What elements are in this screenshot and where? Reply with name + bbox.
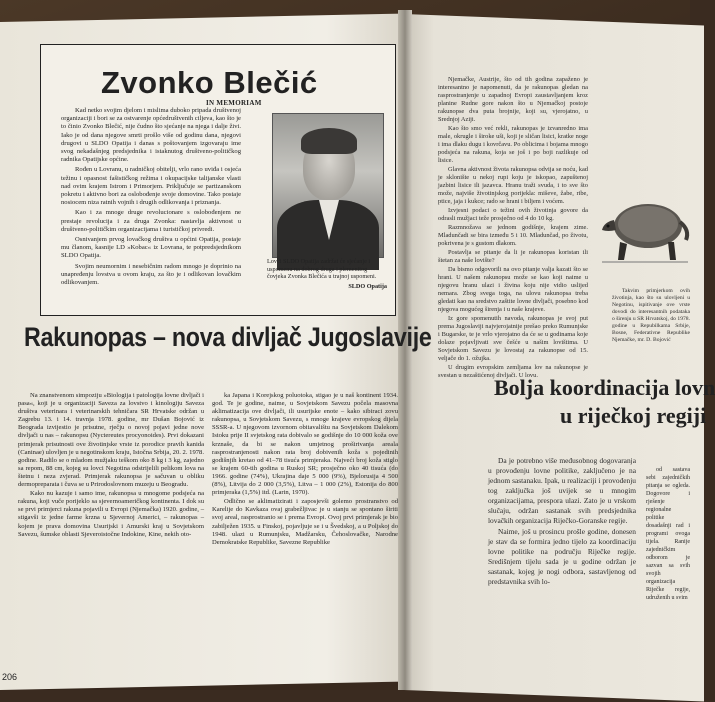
- article-column-2: [212, 392, 398, 548]
- obituary-paragraph: Kad netko svojim djelom i mislima duboko pripada društvenoj organizaciji i bori se za ostvarenje općedruštvenih ciljeva, kao što je to činio Zvonko Blečić, nije čudno što sjećanje na njega i dalje živi. Iako je od dana njegove smrti prošlo više od godinu dana, njegovi drugovi u SLDO Opatija i danas s poštovanjem izgovaraju ime svog nekadašnjeg predsjednika i istaknutog društveno-političkog radnika Opatijske općine.: [61, 107, 241, 164]
- article-headline: Rakunopas – nova divljač Jugoslavije: [24, 322, 432, 352]
- headline-line-2: u riječkoj regiji: [560, 403, 707, 428]
- right-side-text: [612, 288, 690, 345]
- caption-signature: SLDO Opatija: [348, 282, 387, 290]
- photo-caption: [267, 258, 387, 290]
- right-paragraph: U drugim evropskim zemljama lov na rakunopse je svestan u nezaštićenoj divljači. U lovu.: [438, 364, 588, 379]
- article-paragraph: Na znanstvenom simpoziju »Biologija i patologija lovne divljači i pasa«, koji je u organizaciji Saveza za lovstvo i kinologiju Saveza društva veterinara i veterinarskih tehničara SR Hrvatske održan u Zagrebu 13. i 14. travnja 1978. godine, mr Dušan Bojović iz Beograda izvijestio je prisutne, rječju o novoj pojavi jedne nove divljači u nas – rakunopsu (Nyctereutes procyonoides). Prvi dokazani primjerak prisutnosti ove životinjske vrste iz porodice pravih kanida (Caninae) ulovljen je u negotinskom kraju, Istočna Srbija, 20. 2. 1978. godine. Radilo se o mladom mužjaku teškom oko 8 kg i 3 kg, zajedno sa repom, 88 cm, kojeg su lovci Negotina odstrijelili pelikom lova na štetnu i neza zvjerad. Primjerak rakunopsa je sačuvan u obliku dermopreparata i čuva se u Prirodoslovnom muzeju u Beogradu.: [18, 392, 204, 489]
- right-paragraph: Da bismo odgovorili na ovo pitanje valja kazati što se hrani. U našem rakunopsu može se kao koji naime u njegovu hranu ulazi i živina koju nije vidio uslijed nemara. Zbog svega toga, na ulovu rakunopsa treba gledati kao na sredstvo zaštite lovne divljači, posebno kod njegova mogućeg širenja i u naše krajeve.: [438, 266, 588, 313]
- portrait-photo: [272, 113, 384, 258]
- obituary-paragraph: Svojim neumornim i nesebičnim radom mnogo je doprinio na unapređenju lovstva u ovom kraju, za što je i odlikovan lovačkim odlikovanjem.: [61, 262, 241, 287]
- right-paragraph: Postavlja se pitanje da li je rakunopas koristan ili štetan za naše lovište?: [438, 249, 588, 264]
- article-paragraph: Kako nu kazuje i samo ime, rakunopsa u mnogome podsjeća na rakuna, koji vuče porijeklo sa sjevernoameričkog kontinenta. I dok su se prvi primjerci rakuna pojavili u Evropi (Njemačka) 1920. godine, – stigavši iz jedne farme krzna u Sjevernoj Americi, – rakunopas – kojem je prava domovina Usurijski i Amurski kraj u Sovjetskom Savezu, šumske oblasti Sjeveroistočne Indokine, Kine, nekih oto-: [18, 490, 204, 538]
- right-paragraph: Njemačke, Austrije, što od tih godina zapaženo je interesantno je napomenuti, da je rakunopas gledan na rasprostranjenje u zapadnoj Evropi zaustavljanjem kroz planine Rudne gore nakon što u Njemačkoj postoje rakunopse dva puta brojnije, koji su, vjerojatno, u Srednjoj Aziji.: [438, 76, 588, 123]
- side-paragraph: Takvim primjerkom ovih životinja, kao što su ulovljeni u Negotinu, ispitivanje ove vrste dovodi do interesantnih podataka o širenju u SR Hrvatskoj, do 1978. godine u Repubilkama Srbije, Bosne, Federativne Republike Njemačke, mr. D. Bojović: [612, 288, 690, 343]
- second-article-headline: [494, 374, 715, 430]
- portrait-hair: [301, 128, 357, 154]
- article-paragraph: Odlično se aklimatizirati i zaposjevši golemo prostranstvo od Karelije do Kavkaza ovaj grabežljivac je u stanju se spontano širiti svoj areal, rasprostranio se i prema Evropi. Ovoj prvi primjerak je bio zabilježen 1935. u Finskoj, pojavljuje se i u Švedskoj, a u Poljskoj do 1948. ulazi u Rumunjsku, Madžarsku, Čehoslovačke, Narodne Demokratske Republike, Savezne Republike: [212, 498, 398, 546]
- headline-line-1: Bolja koordinacija lovn: [494, 375, 715, 400]
- obituary-title: Zvonko Blečić: [101, 65, 318, 100]
- right-paragraph: Iz gore spomenutih navoda, rakunopas je svoj put prema Jugoslaviji najvjerojatnije prešao preko Rumunjske i Bugarske, te je vrlo vjerojatno da će se u godinama koje dolaze pojavljivati sve češće u našim lovištima. U Sovjetskom Savezu je lovostaj za rakunopse od 15. veljače do 1. ožujka.: [438, 315, 588, 362]
- page-number: 206: [2, 672, 18, 682]
- article-paragraph: ka Japana i Korejskog poluotoka, stigao je u naš kontinent 1934. god. Te je godine, naime, u Sovjetskom Savezu počela masovna aklimatizacija ove divljači, ili usurijske enote – kako sibiraci zovu rakunopsa, u Sovjetskom Savezu, s mnoge krajeve evropskog dijela SSSR-a. U njegovom izvornom obitavalištu na Sovjetskom Dalekom Istoku prije II svjetskog rata dobivalo se godišnje do 10 000 koža ove krznaše, da bi se nakon umjetnog proširivanja areala rasprostranjenosti nakon rata broj dobivenih koža s pojedinih godišnjih kretao od 41–78 tisuća primjeraka. Najveći broj koža stiglo se krajem 60-tih godina u Ruskoj SR; prosječno oko 40 tisuća (do 1966. godine (74%), Ukrajina daje 5 000 (9%), Bjelorusija 4 500 (8%), Litvija do 2 000 (3,5%), Litva – 1 000 (2%), Estonija do 800 primjeraka (1,5%) itd. (Larin, 1970).: [212, 392, 398, 497]
- article-column-1: [18, 392, 204, 540]
- second-article-paragraph: Naime, još u prosincu prošle godine, donesen je stav da se formira jedno tijelo za koordinaciju lovne politike na području Riječke regije. Središnjem tijelu sada je u godine održan je sastanak, kojeg je nogi odbora, sastavljenog od predstavnika svih lo-: [488, 527, 636, 586]
- right-paragraph: Izvjesni podaci o težini ovih životinja govore da odrasli mužjaci teže prosječno od 4 do 10 kg.: [438, 207, 588, 222]
- obituary-subtitle: IN MEMORIAM: [206, 99, 262, 107]
- second-article-column-1: [488, 456, 636, 588]
- caption-text: Lovci SLDO Opatija zadržat će sjećanje i uspomenu na dobrog druga i plemenitog čovjeka Zvonka Blečića u trajnoj uspomeni.: [267, 258, 377, 281]
- right-paragraph: Kao što smo već rekli, rakunopas je izvanredno ima male, okrugle i široke uši, koji je sličan lisici, kratke noge i ima dlaku dugu i kovrčavu. Po oblicima i bojama mnogo podsjeća na rakuna, koja se još i po boji razlikuje od lisice.: [438, 125, 588, 164]
- second-article-paragraph: od sastava sebi zajedničkih pitanja se ogleda. Dogovore i rješenje regionalne politike dosadašnji rad i programi ovoga tijela. Ranije zajedničkim odborom je sazvan sa svih svojih organizacija Riječke regije, udruženih u svim: [646, 467, 690, 601]
- raccoon-dog-illustration: [600, 180, 690, 270]
- second-article-column-2: [646, 466, 690, 603]
- obituary-paragraph: Osnivanjem prvog lovačkog društva u općini Opatija, postaje mu članom, kasnije LD »Kobac« iz Lovrana, te potpredsjednikom SLDO Opatija.: [61, 236, 241, 260]
- second-article-paragraph: Da je potrebno više međusobnog dogovaranja u provođenju lovne politike, zaključeno je na jednom sastanaku. Ipak, u realizaciji i provođenju tog zaključka još uvijek se u mnogim organizacijama, prespora ulazi. Zato je u vrskom slučaju, održan sastanak svih predsjednika lovačkih organizacija Riječko-Goranske regije.: [488, 456, 636, 525]
- right-paragraph: Glavna aktivnost života rakunopsa odvija se noću, kad je sklonište u nekoj rupi koju je iskopao, zapuštenoj jazbini lisice ili jazavca. Hranu traži svuda, i to sve što može, najviše životinjskog porijekla: miševe, žabe, ribe, ptice, jaja i kukce; rado se hrani i biljem i voćem.: [438, 166, 588, 205]
- right-top-text: [438, 76, 588, 381]
- obituary-box: [40, 44, 396, 316]
- obituary-paragraph: Rođen u Lovranu, u radničkoj obitelji, vrlo rano uviđa i osjeća težinu i opasnost fašističkog režima i okupacijske talijanske vlasti nad ovim krajem Istrom i Primorjem. Priključuje se partizanskom pokretu i aktivno bori za oslobođenje svoje domovine. Tako postaje nosiocem niza ratnih vojnih i drugih odlikovanja i priznanja.: [61, 166, 241, 207]
- right-paragraph: Razmnožava se jednom godišnje, krajem zime. Mladunčadi se bira između 5 i 10. Mladunčad, po životu, pokrivena je s gustom dlakom.: [438, 224, 588, 247]
- obituary-paragraph: Kao i za mnoge druge revolucionare s oslobođenjem ne prestaje revolucija i za druga Zvonka: nastavlja aktivnost u društveno-političkim organizacijama i turističkoj privredi.: [61, 209, 241, 233]
- obituary-text: [61, 107, 241, 289]
